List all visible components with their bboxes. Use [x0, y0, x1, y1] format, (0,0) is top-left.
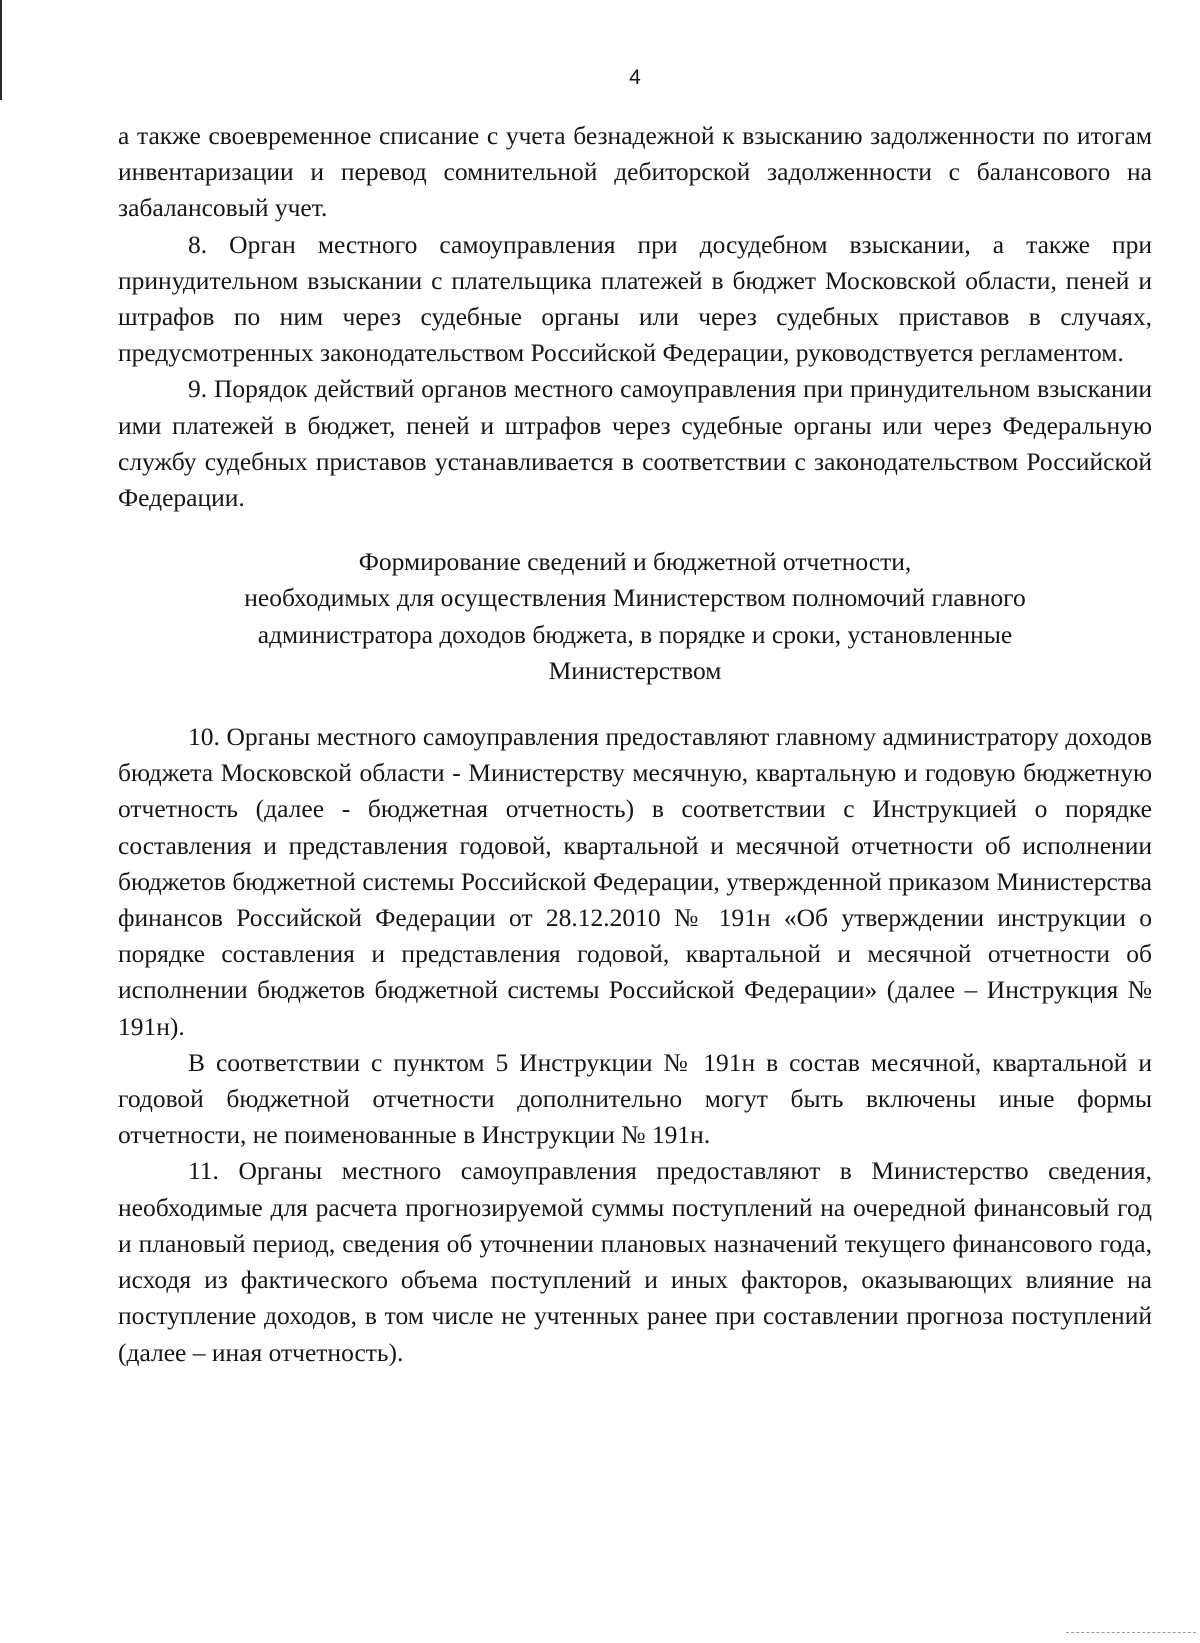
- paragraph-continuation: а также своевременное списание с учета безнадежной к взысканию задолженности по итогам инвентаризации и перевод сомнительной дебиторской задолженности с балансового на забалансовый учет.: [118, 121, 1152, 223]
- paragraph-8: 8. Орган местного самоуправления при досудебном взыскании, а также при принудительном взыскании с плательщика платежей в бюджет Московской области, пеней и штрафов по ним через судебные органы или через судебных приставов в случаях, предусмотренных законодательством Российской Федерации, руководствуется регламентом.: [118, 229, 1152, 368]
- paragraph-10-continuation: В соответствии с пунктом 5 Инструкции № 191н в состав месячной, квартальной и годовой бюджетной отчетности дополнительно могут быть включены иные формы отчетности, не поименованные в Инструкции № 191н.: [118, 1047, 1152, 1150]
- section-heading-line-2: необходимых для осуществления Министерством полномочий главного: [244, 583, 1026, 613]
- scan-footer-mark: [1066, 1632, 1196, 1637]
- section-heading-line-3: администратора доходов бюджета, в порядке и сроки, установленные: [257, 619, 1013, 649]
- section-heading-line-4: Министерством: [548, 655, 722, 685]
- page-number: 4: [629, 66, 641, 89]
- paragraph-10: 10. Органы местного самоуправления предоставляют главному администратору доходов бюджета Московской области - Министерству месячную, квартальную и годовую бюджетную отчетность (далее - бюджетная отчетность) в соответствии с Инструкцией о порядке составления и представления годовой, квартальной и месячной отчетности об исполнении бюджетов бюджетной системы Российской Федерации, утвержденной приказом Министерства финансов Российской Федерации от 28.12.2010 № 191н «Об утверждении инструкции о порядке составления и представления годовой, квартальной и месячной отчетности об исполнении бюджетов бюджетной системы Российской Федерации» (далее – Инструкция № 191н).: [118, 722, 1152, 1041]
- paragraph-9: 9. Порядок действий органов местного самоуправления при принудительном взыскании ими платежей в бюджет, пеней и штрафов через судебные органы или через Федеральную службу судебных приставов устанавливается в соответствии с законодательством Российской Федерации.: [118, 374, 1152, 513]
- paragraph-11: 11. Органы местного самоуправления предоставляют в Министерство сведения, необходимые для расчета прогнозируемой суммы поступлений на очередной финансовый год и плановый период, сведения об уточнении плановых назначений текущего финансового года, исходя из фактического объема поступлений и иных факторов, оказывающих влияние на поступление доходов, в том числе не учтенных ранее при составлении прогноза поступлений (далее – иная отчетность).: [118, 1156, 1152, 1367]
- section-heading-line-1: Формирование сведений и бюджетной отчетности,: [358, 547, 912, 577]
- section-heading: [118, 544, 1152, 689]
- document-body: [118, 118, 1152, 1371]
